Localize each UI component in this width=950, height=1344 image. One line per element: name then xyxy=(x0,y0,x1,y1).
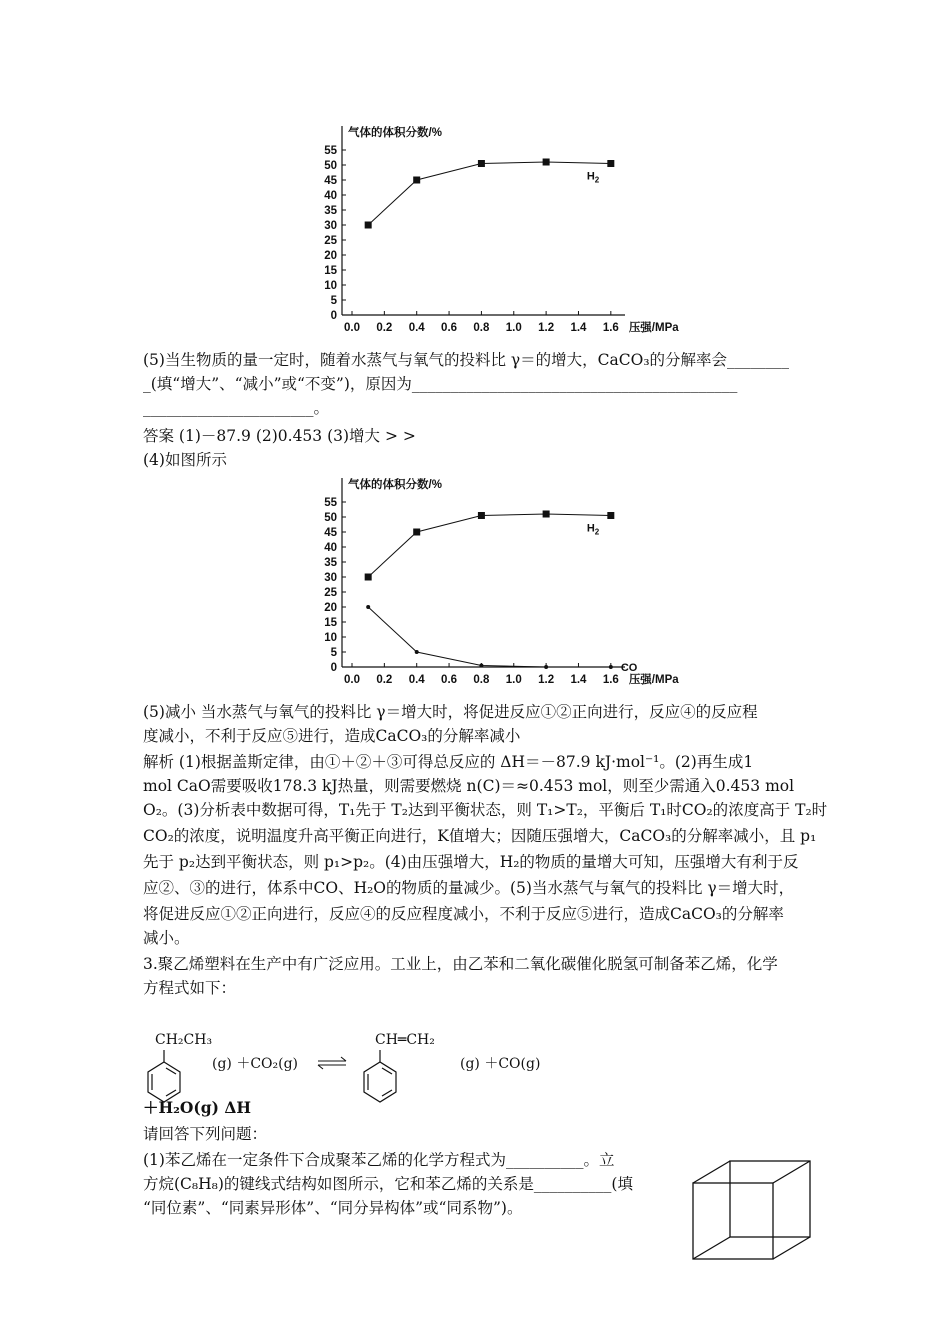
x-tick-label: 1.4 xyxy=(570,322,587,334)
y-tick-label: 55 xyxy=(324,497,337,509)
data-point-square xyxy=(543,159,550,166)
cubane-structure-icon xyxy=(690,1158,820,1263)
x-tick-label: 0.6 xyxy=(441,322,458,334)
equation-continuation: ＋H₂O(g) ΔH xyxy=(143,1098,252,1117)
y-tick-label: 30 xyxy=(324,220,337,232)
x-tick-label: 0.6 xyxy=(441,674,458,686)
y-tick-label: 50 xyxy=(324,512,337,524)
answer-5-line-2: 度减小，不利于反应⑤进行，造成CaCO₃的分解率减小 xyxy=(143,727,521,745)
analysis-line-6: 应②、③的进行，体系中CO、H₂O的物质的量减少。(5)当水蒸气与氧气的投料比 γ＝增大时， xyxy=(143,879,795,897)
data-point-square xyxy=(413,529,420,536)
y-tick-label: 15 xyxy=(324,617,337,629)
x-tick-label: 0.2 xyxy=(376,674,393,686)
y-tick-label: 25 xyxy=(324,587,337,599)
answer-4-line: (4)如图所示 xyxy=(143,451,227,469)
data-point-square xyxy=(607,160,614,167)
data-point-dot xyxy=(415,650,419,654)
x-tick-label: 0.2 xyxy=(376,322,393,334)
h2-volume-fraction-chart xyxy=(320,118,679,343)
data-point-dot xyxy=(479,664,483,668)
x-tick-label: 0.4 xyxy=(408,322,425,334)
analysis-line-8: 减小。 xyxy=(143,929,190,947)
y-tick-label: 5 xyxy=(330,647,337,659)
h2-co-volume-fraction-chart xyxy=(320,470,679,695)
analysis-line-3: O₂。(3)分析表中数据可得，T₁先于 T₂达到平衡状态，则 T₁>T₂，平衡后 T₁时CO₂的浓度高于 T₂时 xyxy=(143,801,828,819)
y-tick-label: 0 xyxy=(330,662,337,674)
series-label-h: $H_2$ xyxy=(586,170,600,185)
question-5-line-2: _(填“增大”、“减小”或“不变”)，原因为__________________________________________ xyxy=(143,375,738,393)
x-tick-label: 1.0 xyxy=(505,322,522,334)
x-axis-title: 压强/MPa xyxy=(628,674,679,686)
question-3-1-line-3: “同位素”、“同素异形体”、“同分异构体”或“同系物”)。 xyxy=(143,1199,523,1217)
series-label-subscript: 2 xyxy=(594,175,600,185)
y-tick-label: 0 xyxy=(330,310,337,322)
answer-5-line-1: (5)减小 当水蒸气与氧气的投料比 γ＝增大时，将促进反应①②正向进行，反应④的反应程 xyxy=(143,703,758,721)
series-line-co xyxy=(368,607,611,667)
x-tick-label: 1.2 xyxy=(538,322,555,334)
y-axis-title: 气体的体积分数/% xyxy=(348,127,442,139)
y-tick-label: 25 xyxy=(324,235,337,247)
y-tick-label: 45 xyxy=(324,527,337,539)
data-point-square xyxy=(543,511,550,518)
series-label-subscript: 2 xyxy=(594,527,600,537)
series-line-h xyxy=(368,514,611,577)
prompt-line: 请回答下列问题： xyxy=(143,1125,268,1143)
data-point-square xyxy=(365,222,372,229)
analysis-line-7: 将促进反应①②正向进行，反应④的反应程度减小，不利于反应⑤进行，造成CaCO₃的分解率 xyxy=(143,905,784,923)
y-tick-label: 20 xyxy=(324,250,337,262)
x-tick-label: 0.0 xyxy=(344,322,360,334)
equilibrium-arrow-icon xyxy=(318,1057,346,1069)
y-tick-label: 30 xyxy=(324,572,337,584)
question-5-line-1: (5)当生物质的量一定时，随着水蒸气与氧气的投料比 γ＝的增大，CaCO₃的分解率会________ xyxy=(143,351,790,369)
vinyl-group: CH═CH₂ xyxy=(375,1032,435,1048)
x-tick-label: 0.8 xyxy=(473,674,490,686)
data-point-square xyxy=(478,512,485,519)
answer-line: 答案 (1)－87.9 (2)0.453 (3)增大 > > xyxy=(143,427,416,445)
product-state: (g) ＋CO(g) xyxy=(460,1056,541,1072)
x-tick-label: 0.8 xyxy=(473,322,490,334)
y-tick-label: 50 xyxy=(324,160,337,172)
y-tick-label: 10 xyxy=(324,280,337,292)
y-tick-label: 55 xyxy=(324,145,337,157)
reactant-state: (g) ＋CO₂(g) xyxy=(212,1056,299,1072)
y-tick-label: 5 xyxy=(330,295,337,307)
x-tick-label: 0.0 xyxy=(344,674,360,686)
y-tick-label: 15 xyxy=(324,265,337,277)
data-point-square xyxy=(365,574,372,581)
data-point-dot xyxy=(609,665,613,669)
y-tick-label: 10 xyxy=(324,632,337,644)
data-point-dot xyxy=(366,605,370,609)
ethyl-group: CH₂CH₃ xyxy=(155,1032,213,1048)
y-tick-label: 40 xyxy=(324,190,337,202)
analysis-line-2: mol CaO需要吸收178.3 kJ热量，则需要燃烧 n(C)＝≈0.453 mol，则至少需通入0.453 mol xyxy=(143,777,795,795)
x-tick-label: 1.6 xyxy=(602,674,619,686)
y-tick-label: 20 xyxy=(324,602,337,614)
question-3-line-2: 方程式如下： xyxy=(143,979,237,997)
x-tick-label: 1.4 xyxy=(570,674,587,686)
data-point-square xyxy=(413,177,420,184)
x-tick-label: 1.2 xyxy=(538,674,555,686)
series-label-h: $H_2$ xyxy=(586,522,600,537)
x-tick-label: 0.4 xyxy=(408,674,425,686)
analysis-line-1: 解析 (1)根据盖斯定律，由①＋②＋③可得总反应的 ΔH＝－87.9 kJ·mol⁻¹。(2)再生成1 xyxy=(143,753,754,771)
series-label-co: CO xyxy=(620,662,638,674)
data-point-dot xyxy=(544,665,548,669)
x-tick-label: 1.6 xyxy=(602,322,619,334)
data-point-square xyxy=(478,160,485,167)
question-5-line-3: ______________________。 xyxy=(143,399,330,417)
question-3-1-line-2: 方烷(C₈H₈)的键线式结构如图所示，它和苯乙烯的关系是__________(填 xyxy=(143,1175,633,1193)
y-tick-label: 45 xyxy=(324,175,337,187)
series-line-h xyxy=(368,162,611,225)
x-axis-title: 压强/MPa xyxy=(628,322,679,334)
y-tick-label: 35 xyxy=(324,557,337,569)
data-point-square xyxy=(607,512,614,519)
y-tick-label: 35 xyxy=(324,205,337,217)
y-tick-label: 40 xyxy=(324,542,337,554)
x-tick-label: 1.0 xyxy=(505,674,522,686)
analysis-line-4: CO₂的浓度，说明温度升高平衡正向进行，K值增大；因随压强增大，CaCO₃的分解率减小，且 p₁ xyxy=(143,827,817,845)
analysis-line-5: 先于 p₂达到平衡状态，则 p₁>p₂。(4)由压强增大，H₂的物质的量增大可知，压强增大有利于反 xyxy=(143,853,799,871)
question-3-1-line-1: (1)苯乙烯在一定条件下合成聚苯乙烯的化学方程式为__________。立 xyxy=(143,1151,615,1169)
question-3-line-1: 3.聚乙烯塑料在生产中有广泛应用。工业上，由乙苯和二氧化碳催化脱氢可制备苯乙烯，化学 xyxy=(143,955,778,973)
y-axis-title: 气体的体积分数/% xyxy=(348,479,442,491)
